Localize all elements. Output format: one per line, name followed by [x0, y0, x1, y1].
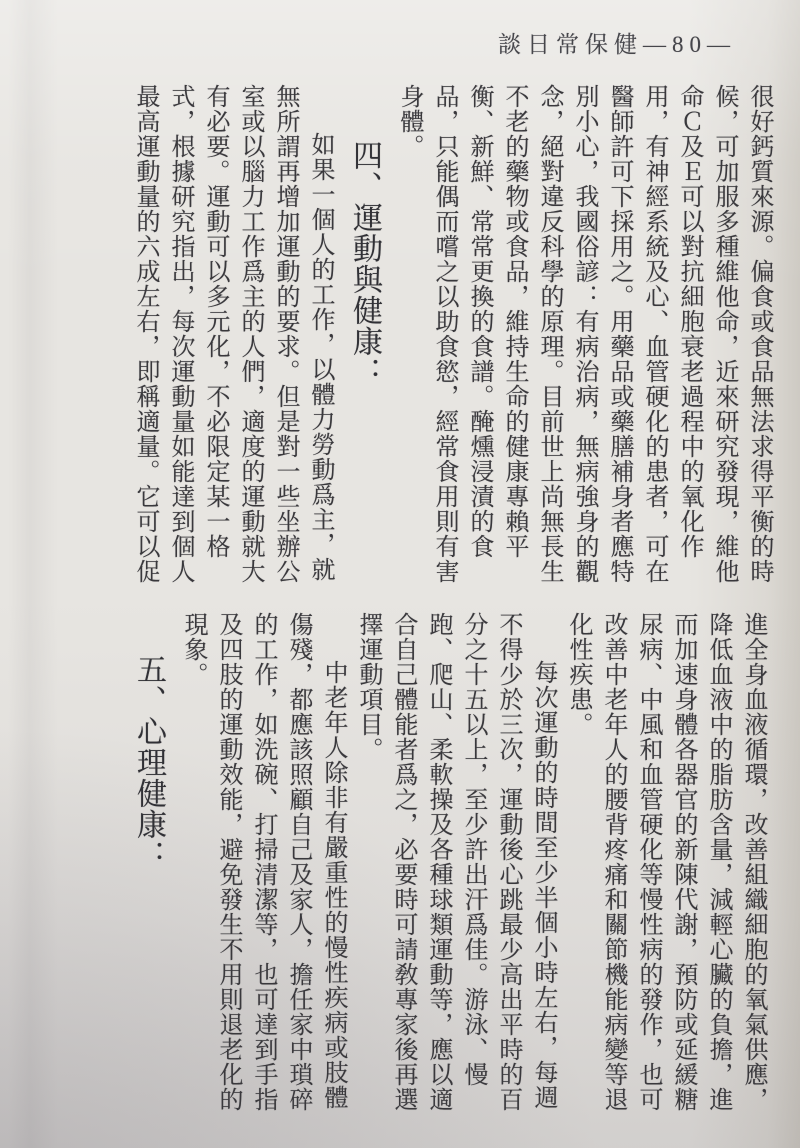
paragraph-diet-balance: 很好鈣質來源。偏食或食品無法求得平衡的時候，可加服多種維他命，近來研究發現，維他命Ｃ及Ｅ可以對抗細胞衰老過程中的氧化作用，有神經系統及心、血管硬化的患者，可在醫師許可下採用之。用藥品或藥膳補身者應特別小心，我國俗諺：有病治病，無病強身的觀念，絕對違反科學的原理。目前世上尚無長生不老的藥物或食品，維持生命的健康專賴平衡、新鮮、常常更換的食譜。醃燻浸漬的食品，只能偶而嚐之以助食慾，經常食用則有害身體。 — [396, 84, 772, 584]
paragraph-exercise-intro: 如果一個人的工作，以體力勞動爲主，就無所謂再增加運動的要求。但是對一些坐辦公室或以腦力工作爲主的人們，適度的運動就大有必要。運動可以多元化，不必限定某一格式，根據研究指出，每次運動量如能達到個人最高運動量的六成左右，即稱適量。它可以促 — [132, 84, 333, 584]
paragraph-exercise-benefits: 進全身血液循環，改善組織細胞的氧氣供應，降低血液中的脂肪含量，減輕心臟的負擔，進而加速身體各器官的新陳代謝，預防或延緩糖尿病、中風和血管硬化等慢性病的發作，也可改善中老年人的腰背疼痛和關節機能病變等退化性疾患。 — [565, 612, 766, 1112]
running-header-page-number: 談日常保健—80— — [498, 32, 736, 57]
paragraph-exercise-frequency: 每次運動的時間至少半個小時左右，每週不得少於三次，運動後心跳最少高出平時的百分之十五以上，至少許出汗爲佳。游泳、慢跑、爬山、柔軟操及各種球類運動等，應以適合自己體能者爲之，必要時可請敎專家後再選擇運動項目。 — [355, 612, 556, 1112]
bottom-text-block — [121, 612, 770, 1122]
section-heading-exercise-and-health: 四、運動與健康： — [348, 140, 381, 388]
paragraph-elderly-housework: 中老年人除非有嚴重性的慢性疾病或肢體傷殘，都應該照顧自己及家人，擔任家中瑣碎的工作，如洗碗、打掃清潔等，也可達到手指及四肢的運動效能，避免發生不用則退老化的現象。 — [180, 612, 346, 1112]
section-heading-mental-health: 五、心理健康： — [132, 654, 165, 871]
top-text-block — [127, 84, 776, 594]
